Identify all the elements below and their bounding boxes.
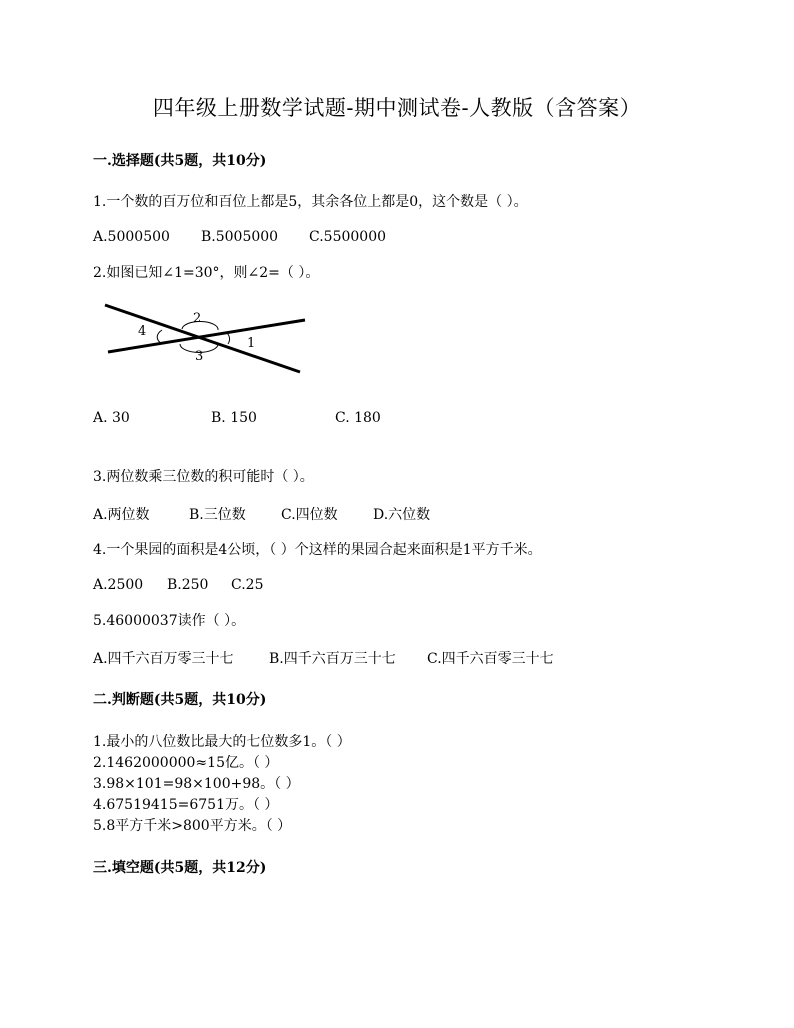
option-b: B.250 bbox=[167, 577, 209, 593]
judge-item-5: 5.8平方千米>800平方米。（ ） bbox=[93, 818, 292, 834]
option-a: A.两位数 bbox=[93, 507, 150, 523]
option-c: C.25 bbox=[231, 577, 264, 593]
angle-label-4: 4 bbox=[138, 324, 147, 339]
question-2-options bbox=[93, 410, 381, 426]
option-b: B.5005000 bbox=[201, 229, 279, 245]
option-a: A.四千六百万零三十七 bbox=[93, 651, 234, 667]
option-c: C.四位数 bbox=[281, 507, 338, 523]
option-c: C.四千六百零三十七 bbox=[427, 651, 554, 667]
question-4: 4.一个果园的面积是4公顷，（ ）个这样的果园合起来面积是1平方千米。 bbox=[93, 542, 542, 558]
option-a: A.5000500 bbox=[93, 229, 170, 245]
section-choice-heading: 一.选择题(共5题，共10分) bbox=[93, 153, 267, 169]
option-c: C. 180 bbox=[335, 410, 381, 426]
question-1-options bbox=[93, 229, 386, 245]
section-fill-heading: 三.填空题(共5题，共12分) bbox=[93, 860, 267, 876]
angle-label-1: 1 bbox=[247, 336, 256, 351]
option-a: A. 30 bbox=[93, 410, 130, 426]
question-5: 5.46000037读作（ ）。 bbox=[93, 613, 246, 629]
option-b: B.三位数 bbox=[189, 507, 246, 523]
option-d: D.六位数 bbox=[373, 507, 431, 523]
question-3-options bbox=[93, 504, 430, 524]
question-4-options bbox=[93, 577, 263, 593]
section-judge-heading: 二.判断题(共5题，共10分) bbox=[93, 692, 267, 708]
question-5-options bbox=[93, 648, 554, 668]
question-3: 3.两位数乘三位数的积可能时（ ）。 bbox=[93, 469, 314, 485]
question-1: 1.一个数的百万位和百位上都是5，其余各位上都是0，这个数是（ ）。 bbox=[93, 194, 528, 210]
option-b: B. 150 bbox=[211, 410, 257, 426]
option-b: B.四千六百万三十七 bbox=[269, 651, 396, 667]
angle-figure bbox=[100, 300, 310, 379]
judge-item-4: 4.67519415=6751万。（ ） bbox=[93, 797, 279, 813]
angle-label-3: 3 bbox=[195, 349, 204, 364]
judge-item-1: 1.最小的八位数比最大的七位数多1。（ ） bbox=[93, 734, 351, 750]
angle-label-2: 2 bbox=[193, 311, 202, 326]
option-c: C.5500000 bbox=[309, 229, 387, 245]
judge-item-3: 3.98×101=98×100+98。（ ） bbox=[93, 776, 300, 792]
judge-item-2: 2.1462000000≈15亿。（ ） bbox=[93, 755, 279, 771]
option-a: A.2500 bbox=[93, 577, 144, 593]
question-2: 2.如图已知∠1=30°，则∠2=（ ）。 bbox=[93, 265, 320, 281]
exam-title: 四年级上册数学试题-期中测试卷-人教版（含答案） bbox=[152, 96, 642, 120]
intersecting-lines-diagram bbox=[100, 300, 310, 375]
